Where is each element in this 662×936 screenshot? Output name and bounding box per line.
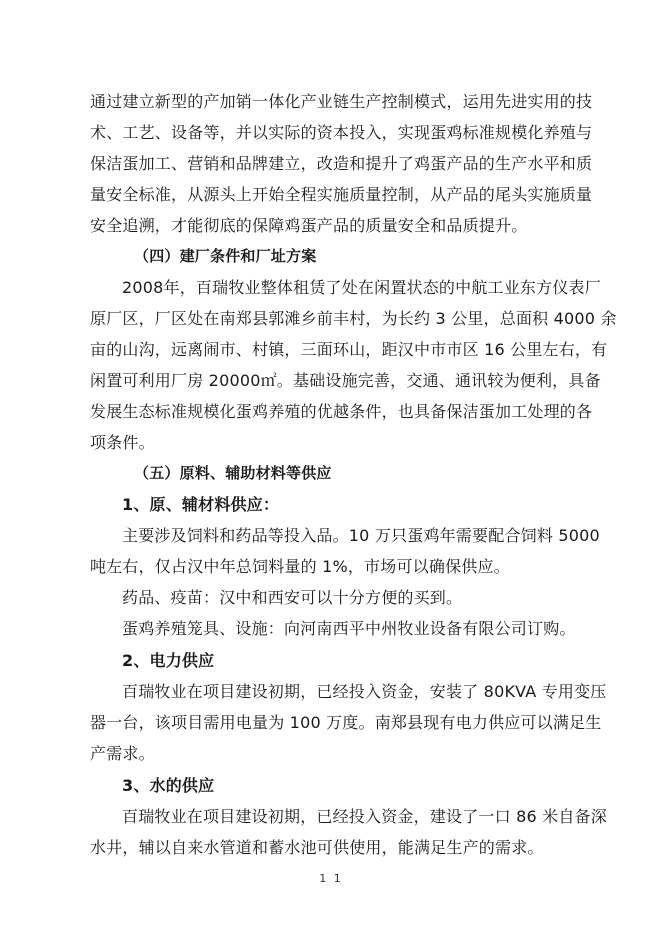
paragraph-line: 蛋鸡养殖笼具、设施：向河南西平中州牧业设备有限公司订购。 (122, 619, 576, 638)
paragraph-line: 发展生态标准规模化蛋鸡养殖的优越条件，也具备保洁蛋加工处理的各 (90, 402, 593, 421)
paragraph-line: 原厂区，厂区处在南郑县郭滩乡前丰村，为长约 3 公里，总面积 4000 余 (90, 309, 617, 328)
paragraph-line: 器一台，该项目需用电量为 100 万度。南郑县现有电力供应可以满足生 (90, 713, 602, 732)
paragraph-line: 安全追溯，才能彻底的保障鸡蛋产品的质量安全和品质提升。 (90, 216, 528, 235)
paragraph-line: 水井，辅以自来水管道和蓄水池可供使用，能满足生产的需求。 (90, 838, 544, 857)
paragraph-line: 闲置可利用厂房 20000㎡。基础设施完善，交通、通讯较为便利，具备 (90, 371, 601, 390)
paragraph-line: 2008年，百瑞牧业整体租赁了处在闲置状态的中航工业东方仪表厂 (122, 278, 601, 297)
subheading-water: 3、水的供应 (122, 776, 215, 795)
paragraph-line: 主要涉及饲料和药品等投入品。10 万只蛋鸡年需要配合饲料 5000 (122, 526, 600, 545)
paragraph-line: 项条件。 (90, 433, 155, 452)
section-heading-5: （五）原料、辅助材料等供应 (134, 464, 332, 482)
paragraph-line: 百瑞牧业在项目建设初期，已经投入资金，安装了 80KVA 专用变压 (122, 682, 607, 701)
paragraph-line: 量安全标准，从源头上开始全程实施质量控制，从产品的尾头实施质量 (90, 185, 593, 204)
subheading-power: 2、电力供应 (122, 651, 215, 670)
paragraph-line: 产需求。 (90, 744, 155, 763)
page-number: 1 1 (319, 872, 343, 885)
subheading-materials: 1、原、辅材料供应： (122, 495, 280, 514)
paragraph-line: 保洁蛋加工、营销和品牌建立，改造和提升了鸡蛋产品的生产水平和质 (90, 154, 593, 173)
paragraph-line: 亩的山沟，远离闹市、村镇，三面环山，距汉中市市区 16 公里左右，有 (90, 340, 608, 359)
paragraph-line: 吨左右，仅占汉中年总饲料量的 1%，市场可以确保供应。 (90, 557, 510, 576)
paragraph-line: 药品、疫苗：汉中和西安可以十分方便的买到。 (122, 588, 463, 607)
paragraph-line: 术、工艺、设备等，并以实际的资本投入，实现蛋鸡标准规模化养殖与 (90, 123, 593, 142)
paragraph-line: 百瑞牧业在项目建设初期，已经投入资金，建设了一口 86 米自备深 (122, 807, 607, 826)
section-heading-4: （四）建厂条件和厂址方案 (134, 247, 317, 265)
paragraph-line: 通过建立新型的产加销一体化产业链生产控制模式，运用先进实用的技 (90, 92, 593, 111)
